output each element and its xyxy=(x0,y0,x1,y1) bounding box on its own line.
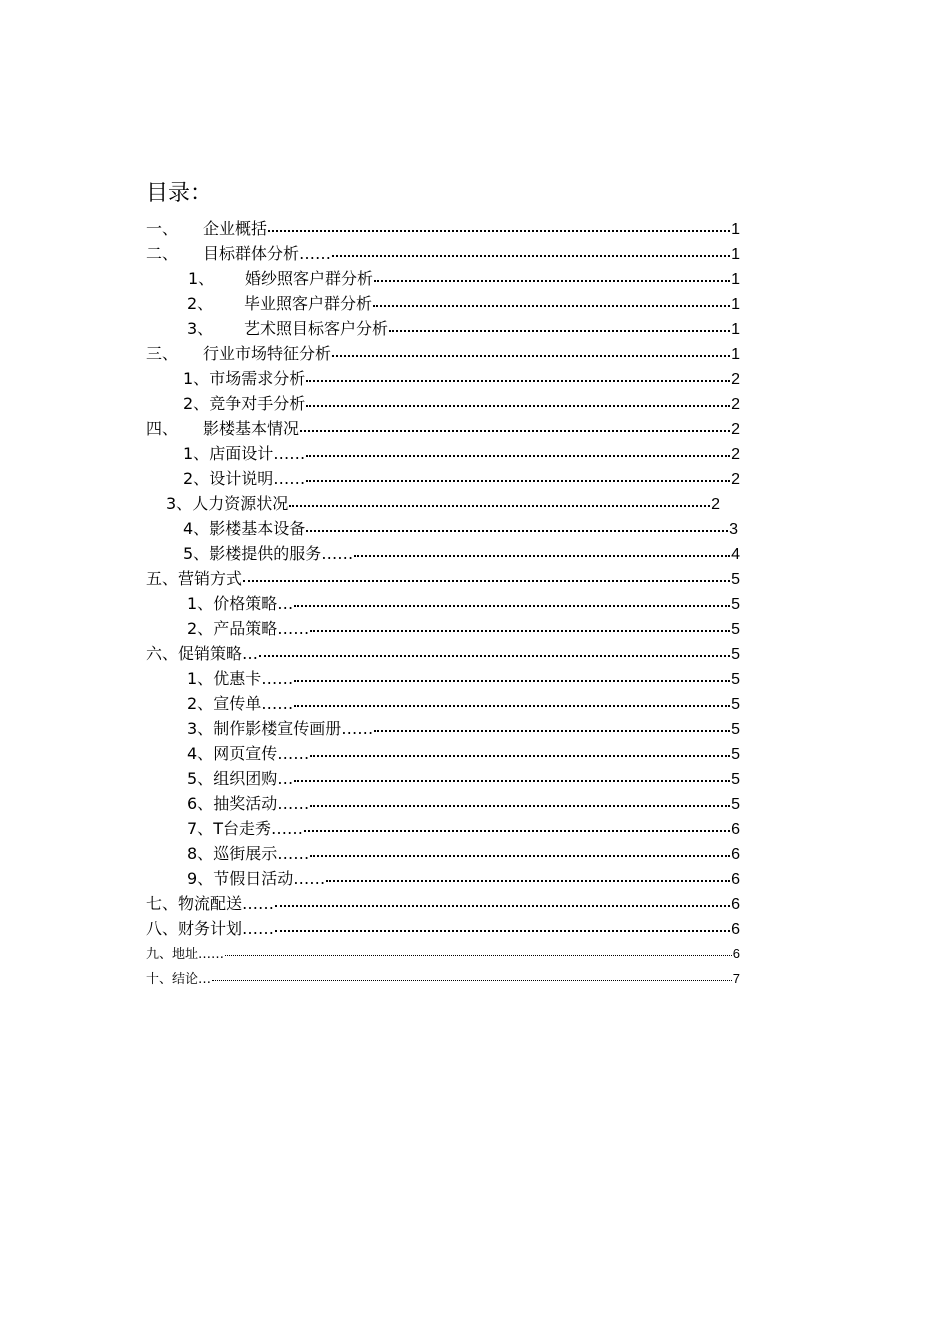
toc-entry-number: 2、 xyxy=(187,294,214,313)
toc-entry-number: 3、 xyxy=(187,719,214,738)
toc-entry[interactable] xyxy=(146,891,740,916)
dot-leader xyxy=(326,868,730,884)
toc-entry-number: 6、 xyxy=(187,794,214,813)
toc-entry-page: 5 xyxy=(731,746,740,763)
toc-entry-number: 7、 xyxy=(187,819,214,838)
toc-entry-number: 三、 xyxy=(146,344,179,363)
toc-entry-page: 5 xyxy=(731,771,740,788)
toc-entry[interactable] xyxy=(146,266,740,291)
toc-entry[interactable] xyxy=(146,466,740,491)
toc-entry-title: 节假日活动…… xyxy=(213,869,326,888)
dot-leader xyxy=(306,393,730,409)
toc-entry-number: 5、 xyxy=(183,544,210,563)
toc-entry-title: T台走秀…… xyxy=(213,819,303,838)
toc-entry-title: 行业市场特征分析 xyxy=(203,344,332,363)
dot-leader xyxy=(306,518,728,534)
toc-entry-page: 3 xyxy=(729,521,738,538)
toc-entry-number: 1、 xyxy=(187,594,214,613)
toc-entry[interactable] xyxy=(146,516,740,541)
toc-entry-page: 6 xyxy=(731,921,740,938)
toc-entry-page: 7 xyxy=(732,971,740,986)
toc-entry-page: 1 xyxy=(731,346,740,363)
toc-entry-title: 财务计划…… xyxy=(178,919,275,938)
toc-entry-number: 2、 xyxy=(183,394,210,413)
dot-leader xyxy=(294,593,730,609)
toc-entry[interactable] xyxy=(146,866,740,891)
toc-entry-page: 6 xyxy=(731,896,740,913)
toc-entry-page: 5 xyxy=(731,696,740,713)
toc-entry-title: 影楼基本情况 xyxy=(203,419,300,438)
toc-entry-number: 二、 xyxy=(146,244,179,263)
toc-entry-number: 9、 xyxy=(187,869,214,888)
toc-entry-page: 5 xyxy=(731,671,740,688)
toc-entry-title: 抽奖活动…… xyxy=(213,794,310,813)
toc-entry-number: 八、 xyxy=(146,919,179,938)
toc-heading: 目录： xyxy=(146,181,213,206)
toc-entry-page: 5 xyxy=(731,721,740,738)
dot-leader xyxy=(289,493,710,509)
toc-entry-page: 1 xyxy=(731,321,740,338)
dot-leader xyxy=(354,543,730,559)
toc-entry-page: 4 xyxy=(731,546,740,563)
dot-leader xyxy=(374,268,730,284)
toc-entry-page: 5 xyxy=(731,621,740,638)
dot-leader xyxy=(306,368,730,384)
toc-entry-number: 2、 xyxy=(187,619,214,638)
toc-entry[interactable] xyxy=(146,666,740,691)
toc-entry-title: 产品策略…… xyxy=(213,619,310,638)
toc-entry-page: 6 xyxy=(731,871,740,888)
dot-leader xyxy=(332,343,730,359)
toc-entry-page: 5 xyxy=(731,596,740,613)
toc-entry-page: 2 xyxy=(731,396,740,413)
toc-entry-page: 6 xyxy=(731,821,740,838)
toc-entry-number: 4、 xyxy=(183,519,210,538)
toc-entry-title: 组织团购… xyxy=(213,769,294,788)
toc-entry[interactable] xyxy=(146,816,740,841)
toc-entry-title: 营销方式 xyxy=(178,569,243,588)
toc-entry[interactable] xyxy=(146,416,740,441)
toc-entry[interactable] xyxy=(146,841,740,866)
toc-entry-number: 1、 xyxy=(187,669,214,688)
toc-entry[interactable] xyxy=(146,366,740,391)
toc-entry-number: 六、 xyxy=(146,644,179,663)
dot-leader xyxy=(294,668,730,684)
toc-entry-number: 1、 xyxy=(183,444,210,463)
toc-entry-title: 宣传单…… xyxy=(213,694,294,713)
dot-leader xyxy=(275,893,730,909)
table-of-contents xyxy=(146,216,740,991)
toc-entry[interactable] xyxy=(146,691,740,716)
dot-leader xyxy=(310,743,730,759)
dot-leader xyxy=(374,718,730,734)
toc-entry-title: 地址…… xyxy=(172,947,225,962)
dot-leader xyxy=(332,243,730,259)
toc-entry-number: 8、 xyxy=(187,844,214,863)
toc-entry-title: 网页宣传…… xyxy=(213,744,310,763)
toc-entry[interactable] xyxy=(146,441,740,466)
dot-leader xyxy=(389,318,730,334)
toc-entry[interactable] xyxy=(146,241,740,266)
toc-entry-number: 四、 xyxy=(146,419,179,438)
toc-entry-number: 五、 xyxy=(146,569,179,588)
toc-entry-number: 一、 xyxy=(146,219,179,238)
toc-entry[interactable] xyxy=(146,391,740,416)
toc-entry-page: 2 xyxy=(731,371,740,388)
dot-leader xyxy=(294,693,730,709)
dot-leader xyxy=(243,568,730,584)
toc-entry-page: 6 xyxy=(731,846,740,863)
toc-entry-title: 巡街展示…… xyxy=(213,844,310,863)
toc-entry-number: 十、 xyxy=(146,972,173,987)
toc-entry-number: 七、 xyxy=(146,894,179,913)
toc-entry-page: 6 xyxy=(732,946,740,961)
toc-entry-title: 制作影楼宣传画册…… xyxy=(213,719,374,738)
toc-entry[interactable] xyxy=(146,316,740,341)
dot-leader xyxy=(310,793,730,809)
toc-entry-page: 1 xyxy=(731,271,740,288)
toc-entry[interactable] xyxy=(146,716,740,741)
toc-entry-title: 艺术照目标客户分析 xyxy=(244,319,389,338)
toc-entry[interactable] xyxy=(146,341,740,366)
toc-entry-number: 3、 xyxy=(166,494,193,513)
toc-entry-page: 5 xyxy=(731,571,740,588)
toc-entry-title: 影楼基本设备 xyxy=(209,519,306,538)
toc-entry[interactable] xyxy=(146,941,740,966)
toc-entry-title: 店面设计…… xyxy=(209,444,306,463)
toc-entry[interactable] xyxy=(146,216,740,241)
toc-entry-page: 2 xyxy=(731,471,740,488)
toc-entry[interactable] xyxy=(146,566,740,591)
toc-entry-title: 影楼提供的服务…… xyxy=(209,544,354,563)
dot-leader xyxy=(310,843,730,859)
toc-entry-title: 物流配送…… xyxy=(178,894,275,913)
toc-entry[interactable] xyxy=(146,741,740,766)
toc-entry-number: 2、 xyxy=(187,694,214,713)
toc-entry[interactable] xyxy=(146,966,740,991)
toc-entry-page: 2 xyxy=(711,496,720,513)
toc-entry[interactable] xyxy=(146,616,740,641)
toc-entry-number: 1、 xyxy=(188,269,215,288)
toc-entry-page: 2 xyxy=(731,446,740,463)
dot-leader xyxy=(294,768,730,784)
dot-leader xyxy=(275,918,730,934)
toc-entry-title: 企业概括 xyxy=(203,219,268,238)
toc-entry-title: 人力资源状况 xyxy=(192,494,289,513)
toc-entry-title: 市场需求分析 xyxy=(209,369,306,388)
dot-leader xyxy=(373,293,730,309)
toc-entry[interactable] xyxy=(146,591,740,616)
dot-leader xyxy=(212,970,732,983)
toc-entry-title: 竞争对手分析 xyxy=(209,394,306,413)
dot-leader xyxy=(259,643,730,659)
toc-entry-title: 价格策略… xyxy=(213,594,294,613)
toc-entry-page: 1 xyxy=(731,221,740,238)
dot-leader xyxy=(225,945,732,958)
toc-entry-number: 4、 xyxy=(187,744,214,763)
toc-entry[interactable] xyxy=(146,541,740,566)
toc-entry[interactable] xyxy=(146,766,740,791)
toc-entry-page: 1 xyxy=(731,246,740,263)
toc-entry[interactable] xyxy=(146,791,740,816)
toc-entry[interactable] xyxy=(146,491,740,516)
toc-entry[interactable] xyxy=(146,916,740,941)
toc-entry-number: 3、 xyxy=(187,319,214,338)
toc-entry-title: 毕业照客户群分析 xyxy=(244,294,373,313)
toc-entry-number: 5、 xyxy=(187,769,214,788)
dot-leader xyxy=(306,468,730,484)
dot-leader xyxy=(310,618,730,634)
toc-entry-title: 婚纱照客户群分析 xyxy=(245,269,374,288)
toc-entry-title: 促销策略… xyxy=(178,644,259,663)
toc-entry-page: 5 xyxy=(731,646,740,663)
toc-entry[interactable] xyxy=(146,291,740,316)
toc-entry[interactable] xyxy=(146,641,740,666)
toc-entry-title: 结论… xyxy=(172,972,212,987)
toc-entry-number: 1、 xyxy=(183,369,210,388)
dot-leader xyxy=(304,818,730,834)
dot-leader xyxy=(306,443,730,459)
toc-entry-page: 1 xyxy=(731,296,740,313)
toc-entry-title: 目标群体分析…… xyxy=(203,244,332,263)
toc-entry-page: 2 xyxy=(731,421,740,438)
toc-entry-number: 九、 xyxy=(146,947,173,962)
toc-entry-title: 优惠卡…… xyxy=(213,669,294,688)
toc-entry-title: 设计说明…… xyxy=(209,469,306,488)
toc-entry-page: 5 xyxy=(731,796,740,813)
toc-entry-number: 2、 xyxy=(183,469,210,488)
dot-leader xyxy=(300,418,730,434)
dot-leader xyxy=(268,218,730,234)
